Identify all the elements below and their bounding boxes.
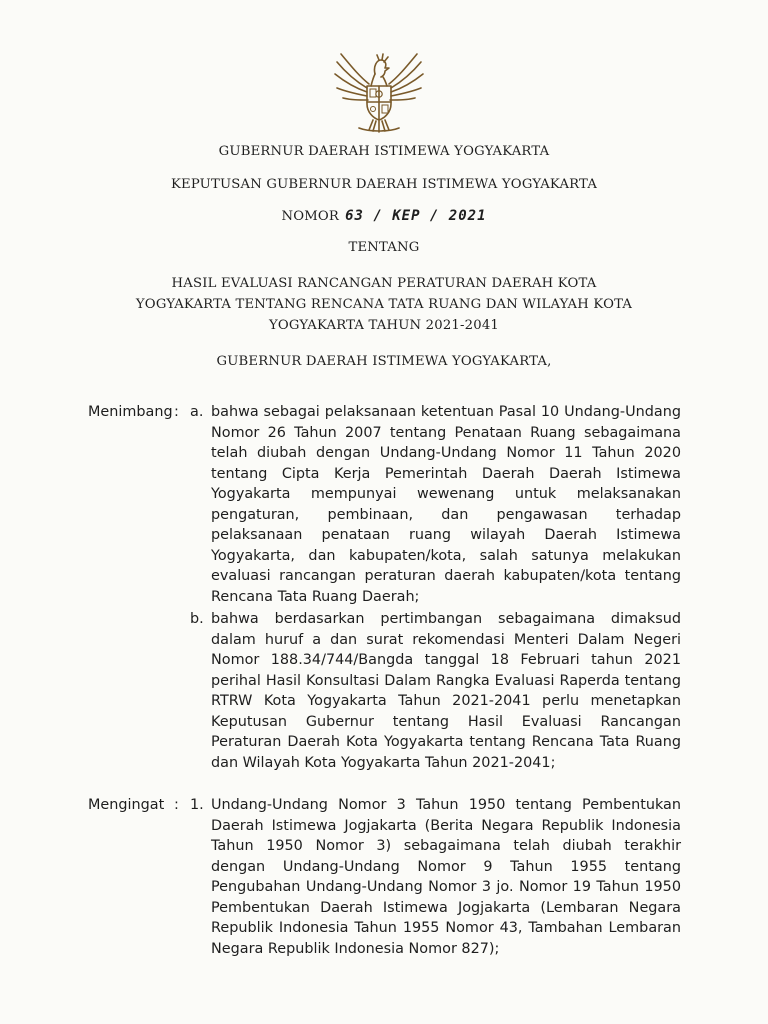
menimbang-a-text: bahwa sebagai pelaksanaan ketentuan Pasal 10 Undang-Undang Nomor 26 Tahun 2007 tentang Penataan Ruang sebagaimana telah diubah dengan Undang-Undang Nomor 11 Tahun 2020 tentang Cipta Kerja Pemerintah Daerah Daerah Istimewa Yogyakarta mempunyai wewenang untuk melaksanakan pengaturan, pembinaan, dan pengawasan terhadap pelaksanaan penataan ruang wilayah Daerah Istimewa Yogyakarta, dan kabupaten/kota, salah satunya melakukan evaluasi rancangan peraturan daerah kabupaten/kota tentang Rencana Tata Ruang Daerah; <box>211 404 681 605</box>
mengingat-1-marker: 1. <box>190 797 204 813</box>
issuer-heading: GUBERNUR DAERAH ISTIMEWA YOGYAKARTA, <box>216 354 552 369</box>
decree-title: KEPUTUSAN GUBERNUR DAERAH ISTIMEWA YOGYAKARTA <box>170 177 598 192</box>
subject-line-1: HASIL EVALUASI RANCANGAN PERATURAN DAERAH KOTA <box>171 276 597 291</box>
menimbang-a-marker: a. <box>190 404 204 420</box>
mengingat-colon: : <box>174 797 179 813</box>
menimbang-b-marker: b. <box>190 611 204 627</box>
subject-line-2: YOGYAKARTA TENTANG RENCANA TATA RUANG DAN WILAYAH KOTA <box>135 297 633 312</box>
menimbang-colon: : <box>174 404 179 420</box>
mengingat-label: Mengingat <box>88 797 165 813</box>
mengingat-1-text: Undang-Undang Nomor 3 Tahun 1950 tentang Pembentukan Daerah Istimewa Jogjakarta (Berita Negara Republik Indonesia Tahun 1950 Nomor 3) sebagaimana telah diubah terakhir dengan Undang-Undang Nomor 9 Tahun 1955 tentang Pengubahan Undang-Undang Nomor 3 jo. Nomor 19 Tahun 1950 Pembentukan Daerah Istimewa Jogjakarta (Lembaran Negara Republik Indonesia Tahun 1955 Nomor 43, Tambahan Lembaran Negara Republik Indonesia Nomor 827); <box>211 797 681 957</box>
garuda-emblem-icon <box>329 46 429 136</box>
tentang-label: TENTANG <box>348 240 420 255</box>
issuer-title: GUBERNUR DAERAH ISTIMEWA YOGYAKARTA <box>218 144 550 159</box>
menimbang-label: Menimbang <box>88 404 173 420</box>
nomor-label: NOMOR <box>281 209 340 224</box>
menimbang-b-text: bahwa berdasarkan pertimbangan sebagaimana dimaksud dalam huruf a dan surat rekomendasi Menteri Dalam Negeri Nomor 188.34/744/Bangda tanggal 18 Februari tahun 2021 perihal Hasil Konsultasi Dalam Rangka Evaluasi Raperda tentang RTRW Kota Yogyakarta Tahun 2021-2041 perlu menetapkan Keputusan Gubernur tentang Hasil Evaluasi Rancangan Peraturan Daerah Kota Yogyakarta tentang Rencana Tata Ruang dan Wilayah Kota Yogyakarta Tahun 2021-2041; <box>211 611 681 771</box>
subject-line-3: YOGYAKARTA TAHUN 2021-2041 <box>268 318 500 333</box>
decree-number <box>0 208 768 224</box>
nomor-value: 63 / KEP / 2021 <box>345 208 487 224</box>
